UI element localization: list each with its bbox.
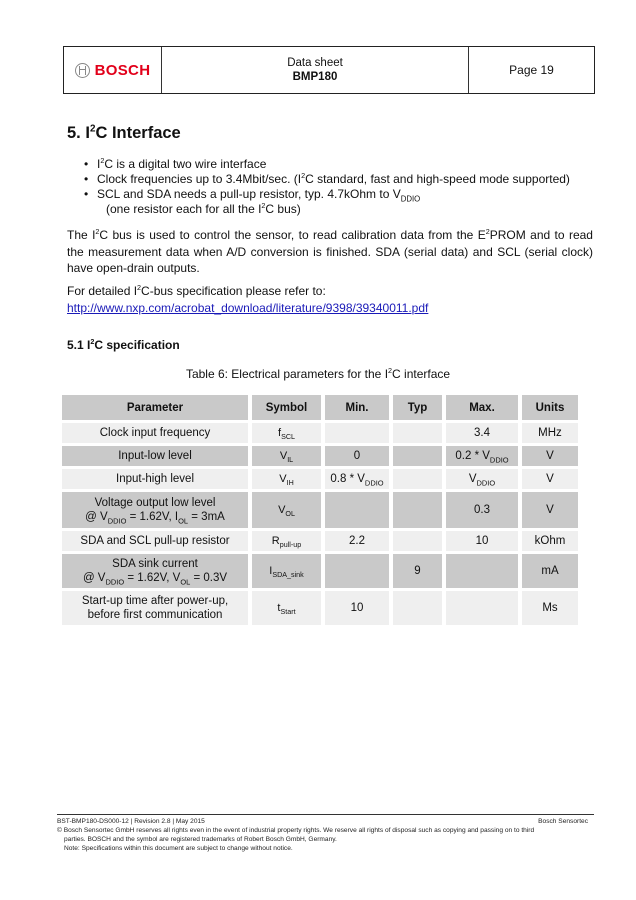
symbol-cell: $V_{IH}$ xyxy=(252,469,321,489)
table-row xyxy=(62,554,578,588)
bosch-armature-icon xyxy=(75,63,90,78)
max-cell: 10 xyxy=(446,531,518,551)
max-cell xyxy=(446,554,518,588)
list-item: • $I^2C$ is a digital two wire interface xyxy=(84,157,570,172)
units-cell: mA xyxy=(522,554,578,588)
page-number: Page 19 xyxy=(509,63,554,77)
doc-type: Data sheet xyxy=(287,57,343,69)
units-cell: V xyxy=(522,492,578,528)
paragraph-reference: For detailed $I^2C$-bus specification please refer to: http://www.nxp.com/acrobat_download/literature/9398/39340011.pdf xyxy=(67,283,429,315)
col-header-symbol: Symbol xyxy=(252,395,321,420)
page-header xyxy=(63,46,595,94)
min-cell: 2.2 xyxy=(325,531,389,551)
logo-text: BOSCH xyxy=(94,61,151,79)
footer-docid-row xyxy=(57,818,594,827)
col-header-units: Units xyxy=(522,395,578,420)
param-cell: SDA sink current @ $V_{DDIO} = 1.62V$, $V_{OL} = 0.3V$ xyxy=(62,554,248,588)
symbol-cell: $V_{OL}$ xyxy=(252,492,321,528)
symbol-cell: $V_{IL}$ xyxy=(252,446,321,466)
subsection-heading: 5.1 $I^2C$ specification xyxy=(67,337,180,352)
section-heading: 5. $I^2C$ Interface xyxy=(67,123,181,142)
typ-cell: 9 xyxy=(393,554,442,588)
param-cell: SDA and SCL pull-up resistor xyxy=(62,531,248,551)
units-cell: V xyxy=(522,469,578,489)
typ-cell xyxy=(393,591,442,625)
typ-cell xyxy=(393,446,442,466)
footer-company: Bosch Sensortec xyxy=(538,818,588,825)
list-item: • SCL and SDA needs a pull-up resistor, typ. 4.7kOhm to $V_{DDIO}$ xyxy=(84,187,570,202)
min-cell xyxy=(325,492,389,528)
param-cell: Voltage output low level @ $V_{DDIO} = 1.62V$, $I_{OL} = 3mA$ xyxy=(62,492,248,528)
bullet-list xyxy=(84,157,570,217)
table-row xyxy=(62,469,578,489)
spec-table xyxy=(58,392,582,628)
footer-divider xyxy=(57,814,594,815)
nxp-spec-link[interactable]: http://www.nxp.com/acrobat_download/literature/9398/39340011.pdf xyxy=(67,300,429,315)
max-cell: 3.4 xyxy=(446,423,518,443)
table-row xyxy=(62,446,578,466)
list-item-continuation: (one resistor each for all the $I^2C$ bus) xyxy=(106,201,301,216)
typ-cell xyxy=(393,469,442,489)
table-row xyxy=(62,531,578,551)
param-cell: Clock input frequency xyxy=(62,423,248,443)
header-title xyxy=(162,47,469,93)
min-cell xyxy=(325,554,389,588)
paragraph-intro: The $I^2C$ bus is used to control the sensor, to read calibration data from the $E^2PROM$ and to read the measurement data when A/D conversion is finished. SDA (serial data) and SCL (serial clock) have open-drain outputs. xyxy=(67,227,593,275)
param-cell: Input-low level xyxy=(62,446,248,466)
typ-cell xyxy=(393,492,442,528)
doc-name: BMP180 xyxy=(292,71,338,83)
param-cell: Start-up time after power-up, before first communication xyxy=(62,591,248,625)
footer-trademark: parties. BOSCH and the symbol are registered trademarks of Robert Bosch GmbH, Germany. xyxy=(64,836,337,843)
table-row xyxy=(62,423,578,443)
units-cell: kOhm xyxy=(522,531,578,551)
table-caption: Table 6: Electrical parameters for the $I^2C$ interface xyxy=(185,366,451,381)
col-header-max: Max. xyxy=(446,395,518,420)
col-header-parameter: Parameter xyxy=(62,395,248,420)
min-cell xyxy=(325,423,389,443)
symbol-cell: $I_{SDA\_sink}$ xyxy=(252,554,321,588)
typ-cell xyxy=(393,423,442,443)
symbol-cell: $f_{SCL}$ xyxy=(252,423,321,443)
symbol-cell: $R_{pull-up}$ xyxy=(252,531,321,551)
footer-doc-id: BST-BMP180-DS000-12 | Revision 2.8 | May 2015 xyxy=(57,818,205,825)
table-header-row xyxy=(62,395,578,420)
min-cell: 10 xyxy=(325,591,389,625)
table-row xyxy=(62,591,578,625)
typ-cell xyxy=(393,531,442,551)
col-header-typ: Typ xyxy=(393,395,442,420)
param-cell: Input-high level xyxy=(62,469,248,489)
table-row xyxy=(62,492,578,528)
max-cell: $0.2 * V_{DDIO}$ xyxy=(446,446,518,466)
footer-copyright: © Bosch Sensortec GmbH reserves all rights even in the event of industrial property rights. We reserve all rights of disposal such as copying and passing on to third xyxy=(57,827,535,834)
max-cell: 0.3 xyxy=(446,492,518,528)
max-cell xyxy=(446,591,518,625)
list-item: • Clock frequencies up to 3.4Mbit/sec. ($I^2C$ standard, fast and high-speed mode supported) xyxy=(84,172,570,187)
units-cell: MHz xyxy=(522,423,578,443)
min-cell: 0 xyxy=(325,446,389,466)
min-cell: $0.8 * V_{DDIO}$ xyxy=(325,469,389,489)
max-cell: $V_{DDIO}$ xyxy=(446,469,518,489)
units-cell: Ms xyxy=(522,591,578,625)
symbol-cell: $t_{Start}$ xyxy=(252,591,321,625)
units-cell: V xyxy=(522,446,578,466)
footer-note: Note: Specifications within this document are subject to change without notice. xyxy=(64,845,293,852)
col-header-min: Min. xyxy=(325,395,389,420)
bosch-logo xyxy=(64,47,162,93)
